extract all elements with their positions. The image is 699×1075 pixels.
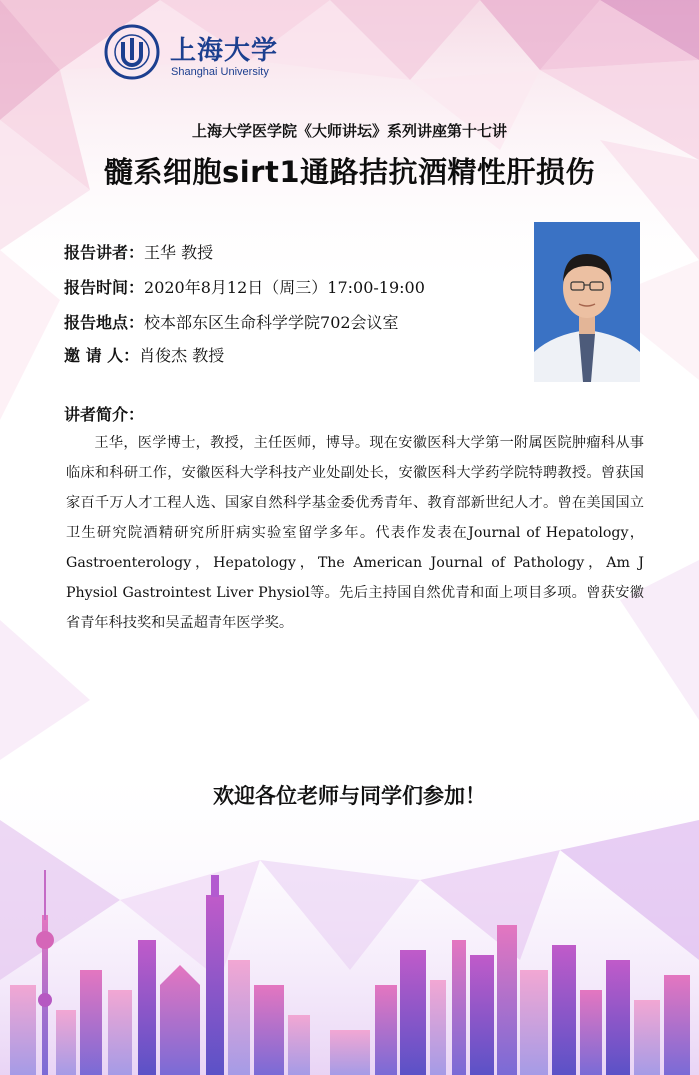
bio-text: 王华，医学博士，教授，主任医师，博导。现在安徽医科大学第一附属医院肿瘤科从事临床和科研工作，安徽医科大学科技产业处副处长，安徽医科大学药学院特聘教授。曾获国家百千万人才工程人选、国家自然科学基金委优秀青年、教育部新世纪人才。曾在美国国立卫生研究院酒精研究所肝病实验室留学多年。代表作发表在Journal of Hepatology，Gastroenterology，Hepatology，The American Journal of Pathology，Am J Physiol Gastrointest Liver Physiol等。先后主持国自然优青和面上项目多项。曾获安徽省青年科技奖和吴孟超青年医学奖。 [66,435,644,631]
speaker-photo [534,222,640,382]
university-logo [104,24,294,88]
university-name-cn: 上海大学 [170,36,279,66]
university-name-en: Shanghai University [171,66,269,78]
info-time [64,275,425,298]
info-value: 肖俊杰 教授 [139,346,225,365]
lecture-title: 髓系细胞sirt1通路拮抗酒精性肝损伤 [103,155,596,189]
welcome-message: 欢迎各位老师与同学们参加！ [213,783,486,808]
info-value: 2020年8月12日（周三）17:00-19:00 [144,278,425,297]
info-inviter [64,343,224,366]
info-label: 报告时间： [64,278,145,297]
info-value: 校本部东区生命科学学院702会议室 [144,313,399,332]
info-value: 王华 教授 [144,243,214,262]
lecture-series: 上海大学医学院《大师讲坛》系列讲座第十七讲 [191,122,507,140]
info-label: 邀 请 人： [64,346,140,365]
info-speaker [64,240,213,263]
speaker-portrait-icon [534,222,640,382]
info-label: 报告地点： [64,313,145,332]
university-seal-icon [104,24,160,80]
info-label: 报告讲者： [64,243,145,262]
bio-heading: 讲者简介： [64,405,145,424]
info-location [64,310,399,333]
